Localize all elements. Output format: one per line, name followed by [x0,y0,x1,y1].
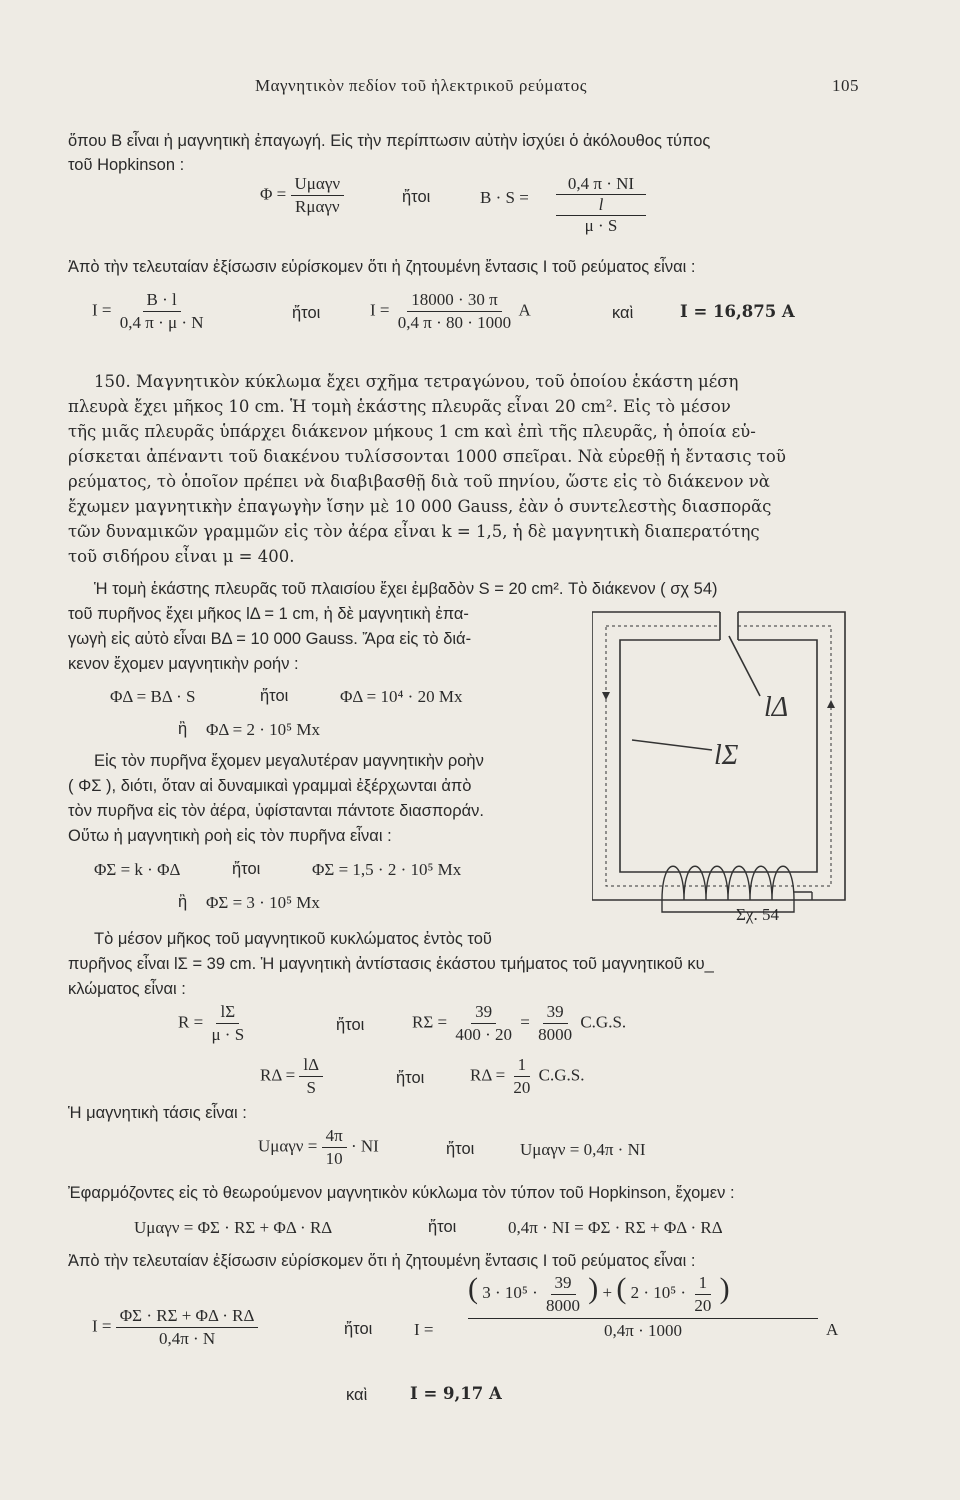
final-result: I = 9,17 A [410,1384,502,1403]
fraction: $\frac{\text{Uμαγν}}{\text{Rμαγν}}$ [291,174,345,217]
eq-lhs: R = [178,1012,204,1032]
equation-reluctance-core [178,1002,248,1045]
eq-or: ἢ [178,720,188,738]
term: 3 · 10⁵ · [482,1283,538,1302]
equation: ΦΔ = 2 · 10⁵ Mx [206,720,320,739]
fraction-denominator: μ · S [584,216,618,235]
equation: 0,4π · NI = ΦΣ · RΣ + ΦΔ · RΔ [508,1218,723,1237]
problem-line: τῶν δυναμικῶν γραμμῶν εἰς τὸν ἀέρα εἶναι k = 1,5, ἡ δὲ μαγνητικὴ διαπερατότης [68,522,760,541]
problem-line: τῆς μιᾶς πλευρᾶς ὑπάρχει διάκενον μήκους 1 cm καὶ ἐπὶ τῆς πλευρᾶς, ἡ ὁποία εὑ- [68,422,756,441]
equation: Uμαγν = ΦΣ · RΣ + ΦΔ · RΔ [134,1218,333,1237]
text-line: ( ΦΣ ), διότι, ὅταν αἱ δυναμικαὶ γραμμαὶ ἐξέρχωνται ἀπὸ [68,777,472,795]
problem-line: τοῦ σιδήρου εἶναι μ = 400. [68,547,295,566]
paren: ) [588,1272,599,1305]
eq-htoi: ἤτοι [232,860,261,878]
equation-reluctance-gap [260,1055,323,1098]
eq-lhs: RΔ = [470,1065,506,1085]
equation: ΦΣ = 1,5 · 2 · 10⁵ Mx [312,860,462,879]
text-line: Εἰς τὸν πυρῆνα ἔχομεν μεγαλυτέραν μαγνητικὴν ροὴν [94,752,484,770]
problem-line: ἔχωμεν μαγνητικὴν ἐπαγωγὴν ἴσην μὲ 10 000 Gauss, ἐὰν ὁ συντελεστὴς διασπορᾶς [68,497,772,516]
eq-lhs: Φ = [260,184,287,204]
label-gap-length: lΔ [764,692,789,723]
eq-htoi: ἤτοι [428,1218,457,1236]
text-line: τὸν πυρῆνα εἰς τὸν ἀέρα, ὑφίστανται πάντοτε διασποράν. [68,802,484,820]
eq-kai: καὶ [612,304,634,322]
label-core-length: lΣ [714,740,739,771]
unit: A [518,300,531,320]
problem-line: πλευρὰ ἔχει μῆκος 10 cm. Ἡ τομὴ ἑκάστης πλευρᾶς εἶναι 20 cm². Εἰς τὸ μέσον [68,397,731,416]
fraction: $\frac{39}{8000}$ [538,1002,573,1044]
text-line: πυρῆνος εἶναι lΣ = 39 cm. Ἡ μαγνητικὴ ἀντίστασις ἑκάστου τμήματος τοῦ μαγνητικοῦ κυ_ [68,955,714,973]
fraction-numerator [468,1272,818,1319]
fraction-numerator: 0,4 π · NI [556,174,646,195]
eq-lhs: RΔ = [260,1065,296,1085]
text-line: τοῦ Hopkinson : [68,156,185,174]
unit: A [826,1320,839,1339]
equation-reluctance-core-numeric [412,1002,626,1045]
equation-current-numeric [370,290,531,333]
page-number: 105 [832,76,859,95]
eq-or: ἢ [178,893,188,911]
equation-current [92,290,208,333]
fraction: $\frac{4\pi}{10}$ [322,1126,347,1169]
text-line: Ἀπὸ τὴν τελευταίαν ἐξίσωσιν εὑρίσκομεν ὅτι ἡ ζητουμένη ἔντασις I τοῦ ρεύματος εἶναι : [68,258,696,276]
eq-htoi: ἤτοι [344,1320,373,1338]
problem-line: 150. Μαγνητικὸν κύκλωμα ἔχει σχῆμα τετραγώνου, τοῦ ὁποίου ἑκάστη μέση [94,372,739,391]
compound-fraction [556,174,646,236]
fraction: $\frac{B \cdot l}{0,4 \pi \cdot \mu \cdot N}$ [119,290,204,332]
eq-lhs: I = [92,1316,112,1336]
equation-final [92,1306,258,1349]
text-line: Ἡ τομὴ ἑκάστης πλευρᾶς τοῦ πλαισίου ἔχει ἐμβαδὸν S = 20 cm². Τὸ διάκενον ( σχ 54) [94,580,718,598]
eq-htoi: ἤτοι [260,687,289,705]
magnetic-circuit-diagram [592,600,872,930]
fraction: $\frac{39}{400 \cdot 20}$ [455,1002,512,1044]
text-line: γωγὴ εἰς αὐτὸ εἶναι BΔ = 10 000 Gauss. Ἄρα εἰς τὸ διά- [68,630,472,648]
plus: + [602,1283,613,1302]
result: I = 16,875 A [680,302,795,321]
text-line: Ἀπὸ τὴν τελευταίαν ἐξίσωσιν εὑρίσκομεν ὅτι ἡ ζητουμένη ἔντασις I τοῦ ρεύματος εἶναι : [68,1252,696,1270]
figure-caption: Σχ. 54 [736,905,779,924]
figure-54 [592,600,872,935]
eq-htoi: ἤτοι [336,1016,365,1034]
eq-lhs: RΣ = [412,1012,448,1032]
term: 2 · 10⁵ · [630,1283,687,1302]
eq-lhs: I = [370,300,390,320]
fraction: $\frac{\Phi\Sigma \cdot R\Sigma + \Phi\Delta \cdot R\Delta}{0,4\pi \cdot N}$ [116,1306,259,1349]
fraction: $\frac{1}{20}$ [694,1272,712,1315]
equation-hopkinson [260,174,344,217]
eq-rest: · NI [350,1136,379,1156]
fraction-l: l [556,195,646,216]
paren: ( [468,1272,478,1305]
unit: C.G.S. [580,1012,627,1032]
fraction: $\frac{18000 \cdot 30 \pi}{0,4 \pi \cdot 80 \cdot 1000}$ [397,290,512,332]
text-line: Ἐφαρμόζοντες εἰς τὸ θεωρούμενον μαγνητικὸν κύκλωμα τὸν τύπον τοῦ Hopkinson, ἔχομεν : [68,1184,735,1202]
equation: Uμαγν = 0,4π · NI [520,1140,646,1159]
fraction: $\frac{l\Delta}{S}$ [299,1055,323,1098]
text-line: κλώματος εἶναι : [68,980,186,998]
paren: ) [719,1272,730,1305]
equation: ΦΔ = BΔ · S [110,687,196,706]
fraction: $\frac{39}{8000}$ [546,1272,580,1315]
fraction: $\frac{l\Sigma}{\mu \cdot S}$ [211,1002,245,1044]
eq-lhs: I = [92,300,112,320]
equals: = [520,1012,530,1032]
text-line: ὅπου B εἶναι ἡ μαγνητικὴ ἐπαγωγή. Εἰς τὴν περίπτωσιν αὐτὴν ἰσχύει ὁ ἀκόλουθος τύπος [68,132,711,150]
equation-reluctance-gap-numeric [470,1055,585,1098]
equation-mmf [258,1126,379,1169]
paren: ( [616,1272,627,1305]
equation: ΦΣ = 3 · 10⁵ Mx [206,893,320,912]
running-header: Μαγνητικὸν πεδίον τοῦ ἠλεκτρικοῦ ρεύματος [255,76,587,95]
eq-kai: καὶ [346,1386,368,1404]
eq-bs: B · S = [480,188,529,207]
equation: ΦΣ = k · ΦΔ [94,860,181,879]
text-line: Ἡ μαγνητικὴ τάσις εἶναι : [68,1104,247,1122]
eq-htoi: ἤτοι [446,1140,475,1158]
eq-htoi: ἤτοι [402,188,431,206]
compound-fraction-final [468,1272,818,1341]
text-line: κενον ἔχομεν μαγνητικὴν ροήν : [68,655,299,673]
unit: C.G.S. [538,1065,585,1085]
problem-line: ρεύματος, τὸ ὁποῖον πρέπει νὰ διαβιβασθῇ διὰ τοῦ πηνίου, ὥστε εἰς τὸ διάκενον νὰ [68,472,770,491]
text-line: τοῦ πυρῆνος ἔχει μῆκος lΔ = 1 cm, ἡ δὲ μαγνητικὴ ἐπα- [68,605,469,623]
eq-lhs: Uμαγν = [258,1136,318,1156]
text-line: Τὸ μέσον μῆκος τοῦ μαγνητικοῦ κυκλώματος ἐντὸς τοῦ [94,930,492,948]
problem-line: ρίσκεται ἀπέναντι τοῦ διακένου τυλίσσονται 1000 σπεῖραι. Νὰ εὑρεθῇ ἡ ἔντασις τοῦ [68,447,786,466]
fraction-denominator: 0,4π · 1000 [604,1320,682,1340]
eq-htoi: ἤτοι [396,1069,425,1087]
eq-htoi: ἤτοι [292,304,321,322]
eq-lhs: I = [414,1320,434,1339]
equation: ΦΔ = 10⁴ · 20 Mx [340,687,463,706]
fraction: $\frac{1}{20}$ [513,1055,531,1097]
text-line: Οὕτω ἡ μαγνητικὴ ροὴ εἰς τὸν πυρῆνα εἶναι : [68,827,392,845]
